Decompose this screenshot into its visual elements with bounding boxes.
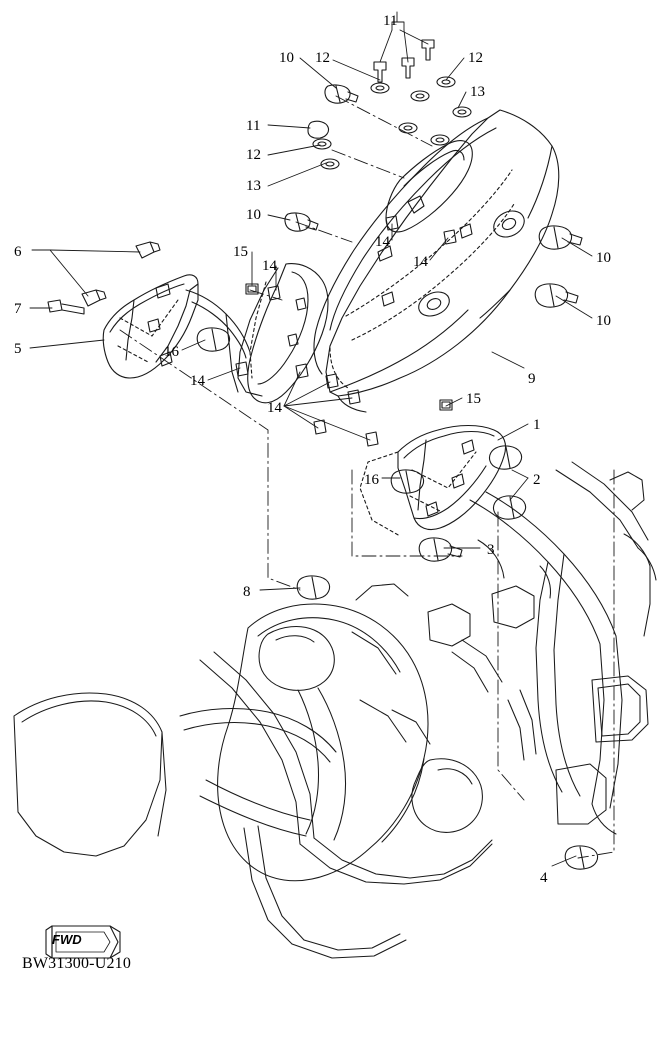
callout-number-16: 16 [164,344,179,360]
callout-number-12: 12 [468,50,483,66]
callout-number-15: 15 [233,244,248,260]
callout-number-10: 10 [279,50,294,66]
callout-number-12: 12 [315,50,330,66]
callout-number-10: 10 [596,313,611,329]
callout-number-13: 13 [470,84,485,100]
diagram-part-code: BW31300-U210 [22,955,132,972]
callout-number-14: 14 [262,258,277,274]
callout-number-7: 7 [14,301,22,317]
callout-number-1: 1 [533,417,541,433]
callout-number-13: 13 [246,178,261,194]
callout-number-15: 15 [466,391,481,407]
callout-number-10: 10 [246,207,261,223]
callout-number-10: 10 [596,250,611,266]
callout-number-11: 11 [383,13,398,29]
callout-number-4: 4 [540,870,548,886]
callout-number-14: 14 [267,400,282,416]
callout-number-14: 14 [375,234,390,250]
callout-number-12: 12 [246,147,261,163]
callout-number-11: 11 [246,118,261,134]
callout-number-16: 16 [364,472,379,488]
callout-number-6: 6 [14,244,22,260]
callout-number-5: 5 [14,341,22,357]
callout-number-14: 14 [413,254,428,270]
callout-number-14: 14 [190,373,205,389]
callout-number-3: 3 [487,542,495,558]
callout-number-8: 8 [243,584,251,600]
fwd-direction-label: FWD [52,932,82,947]
callout-number-2: 2 [533,472,541,488]
callout-number-9: 9 [528,371,536,387]
